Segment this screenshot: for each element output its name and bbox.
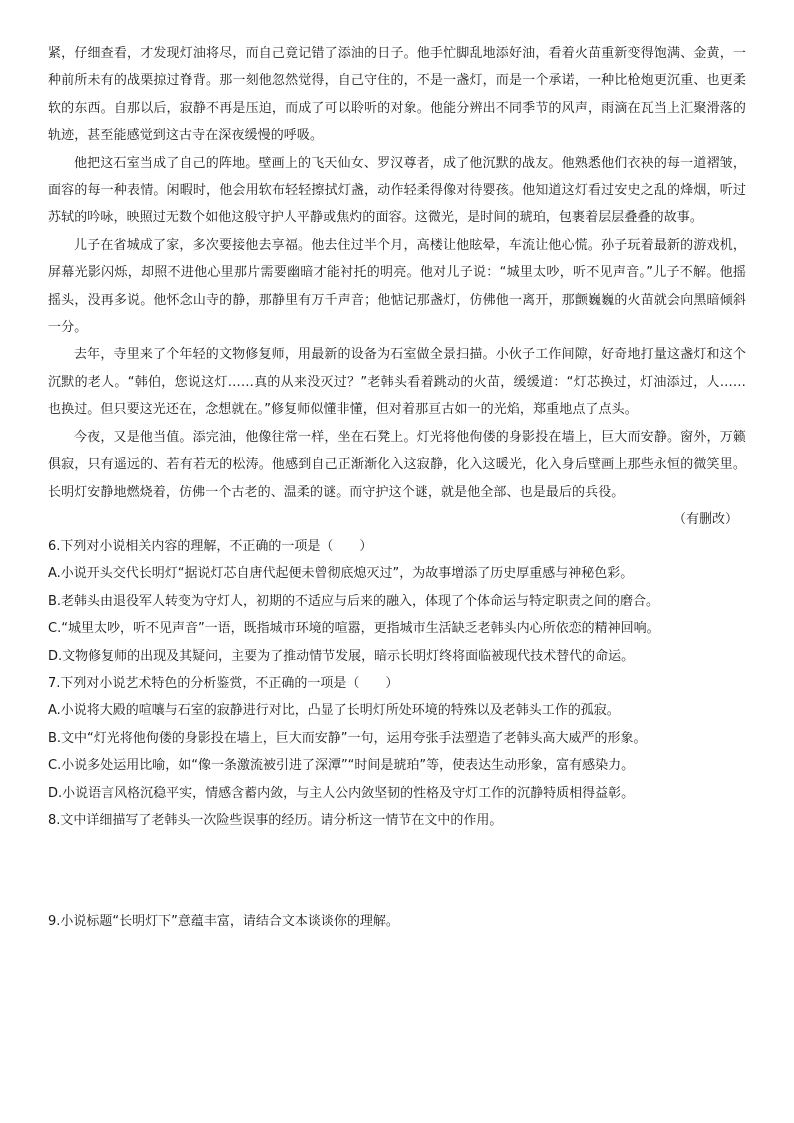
question-9: 9.小说标题“长明灯下”意蕴丰富，请结合文本谈谈你的理解。 [48, 914, 399, 930]
option-c: C.小说多处运用比喻，如“像一条激流被引进了深潭”“时间是琥珀”等，使表达生动形象，富有感染力。 [48, 758, 635, 774]
question-stem: 6.下列对小说相关内容的理解，不正确的一项是（ ） [48, 538, 373, 554]
option-d: D.小说语言风格沉稳平实，情感含蓄内敛，与主人公内敛坚韧的性格及守灯工作的沉静特质相得益彰。 [48, 785, 635, 801]
passage-paragraph: 他把这石室当成了自己的阵地。壁画上的飞天仙女、罗汉尊者，成了他沉默的战友。他熟悉他们衣袂的每一道褶皱，面容的每一种表情。闲暇时，他会用软布轻轻擦拭灯盏，动作轻柔得像对待婴孩。他知道这灯看过安史之乱的烽烟，听过苏轼的吟咏，映照过无数个如他这般守护人平静或焦灼的面容。这微光，是时间的琥珀，包裹着层层叠叠的故事。 [48, 155, 746, 226]
option-a: A.小说开头交代长明灯“据说灯芯自唐代起便未曾彻底熄灭过”，为故事增添了历史厚重感与神秘色彩。 [48, 566, 634, 582]
option-b: B.老韩头由退役军人转变为守灯人，初期的不适应与后来的融入，体现了个体命运与特定职责之间的磨合。 [48, 593, 660, 609]
option-c: C.“城里太吵，听不见声音”一语，既指城市环境的喧嚣，更指城市生活缺乏老韩头内心所依恋的精神回响。 [48, 621, 660, 637]
question-7 [48, 670, 746, 807]
passage-paragraph: 紧，仔细查看，才发现灯油将尽，而自己竟记错了添油的日子。他手忙脚乱地添好油，看着火苗重新变得饱满、金黄，一种前所未有的战栗掠过脊背。那一刻他忽然觉得，自己守住的，不是一盏灯，而是一个承诺，一种比枪炮更沉重、也更柔软的东西。自那以后，寂静不再是压迫，而成了可以聆听的对象。他能分辨出不同季节的风声，雨滴在瓦当上汇聚滑落的轨迹，甚至能感觉到这古寺在深夜缓慢的呼吸。 [48, 46, 746, 144]
question-stem: 7.下列对小说艺术特色的分析鉴赏，不正确的一项是（ ） [48, 675, 399, 691]
passage-paragraph: 儿子在省城成了家，多次要接他去享福。他去住过半个月，高楼让他眩晕，车流让他心慌。孙子玩着最新的游戏机，屏幕光影闪烁，却照不进他心里那片需要幽暗才能衬托的明亮。他对儿子说：“城里太吵，听不见声音。”儿子不解。他摇摇头，没再多说。他怀念山寺的静，那静里有万千声音；他惦记那盏灯，仿佛他一离开，那颤巍巍的火苗就会向黑暗倾斜一分。 [48, 237, 746, 336]
question-6 [48, 533, 746, 670]
passage [48, 40, 746, 533]
answer-space [48, 834, 746, 908]
question-8: 8.文中详细描写了老韩头一次险些误事的经历。请分析这一情节在文中的作用。 [48, 812, 503, 828]
source-note: （有删改） [672, 511, 738, 527]
option-b: B.文中“灯光将他佝偻的身影投在墙上，巨大而安静”一句，运用夸张手法塑造了老韩头高大威严的形象。 [48, 730, 647, 746]
passage-paragraph: 今夜，又是他当值。添完油，他像往常一样，坐在石凳上。灯光将他佝偻的身影投在墙上，巨大而安静。窗外，万籁俱寂，只有遥远的、若有若无的松涛。他感到自己正渐渐化入这寂静，化入这暖光，化入身后壁画上那些永恒的微笑里。长明灯安静地燃烧着，仿佛一个古老的、温柔的谜。而守护这个谜，就是他全部、也是最后的兵役。 [48, 429, 746, 500]
option-d: D.文物修复师的出现及其疑问，主要为了推动情节发展，暗示长明灯终将面临被现代技术替代的命运。 [48, 648, 635, 664]
passage-paragraph: 去年，寺里来了个年轻的文物修复师，用最新的设备为石室做全景扫描。小伙子工作间隙，好奇地打量这盏灯和这个沉默的老人。“韩伯，您说这灯……真的从来没灭过？”老韩头看着跳动的火苗，缓缓道：“灯芯换过，灯油添过，人……也换过。但只要这光还在，念想就在。”修复师似懂非懂，但对着那亘古如一的光焰，郑重地点了点头。 [48, 347, 746, 418]
option-a: A.小说将大殿的喧嚷与石室的寂静进行对比，凸显了长明灯所处环境的特殊以及老韩头工作的孤寂。 [48, 703, 620, 719]
